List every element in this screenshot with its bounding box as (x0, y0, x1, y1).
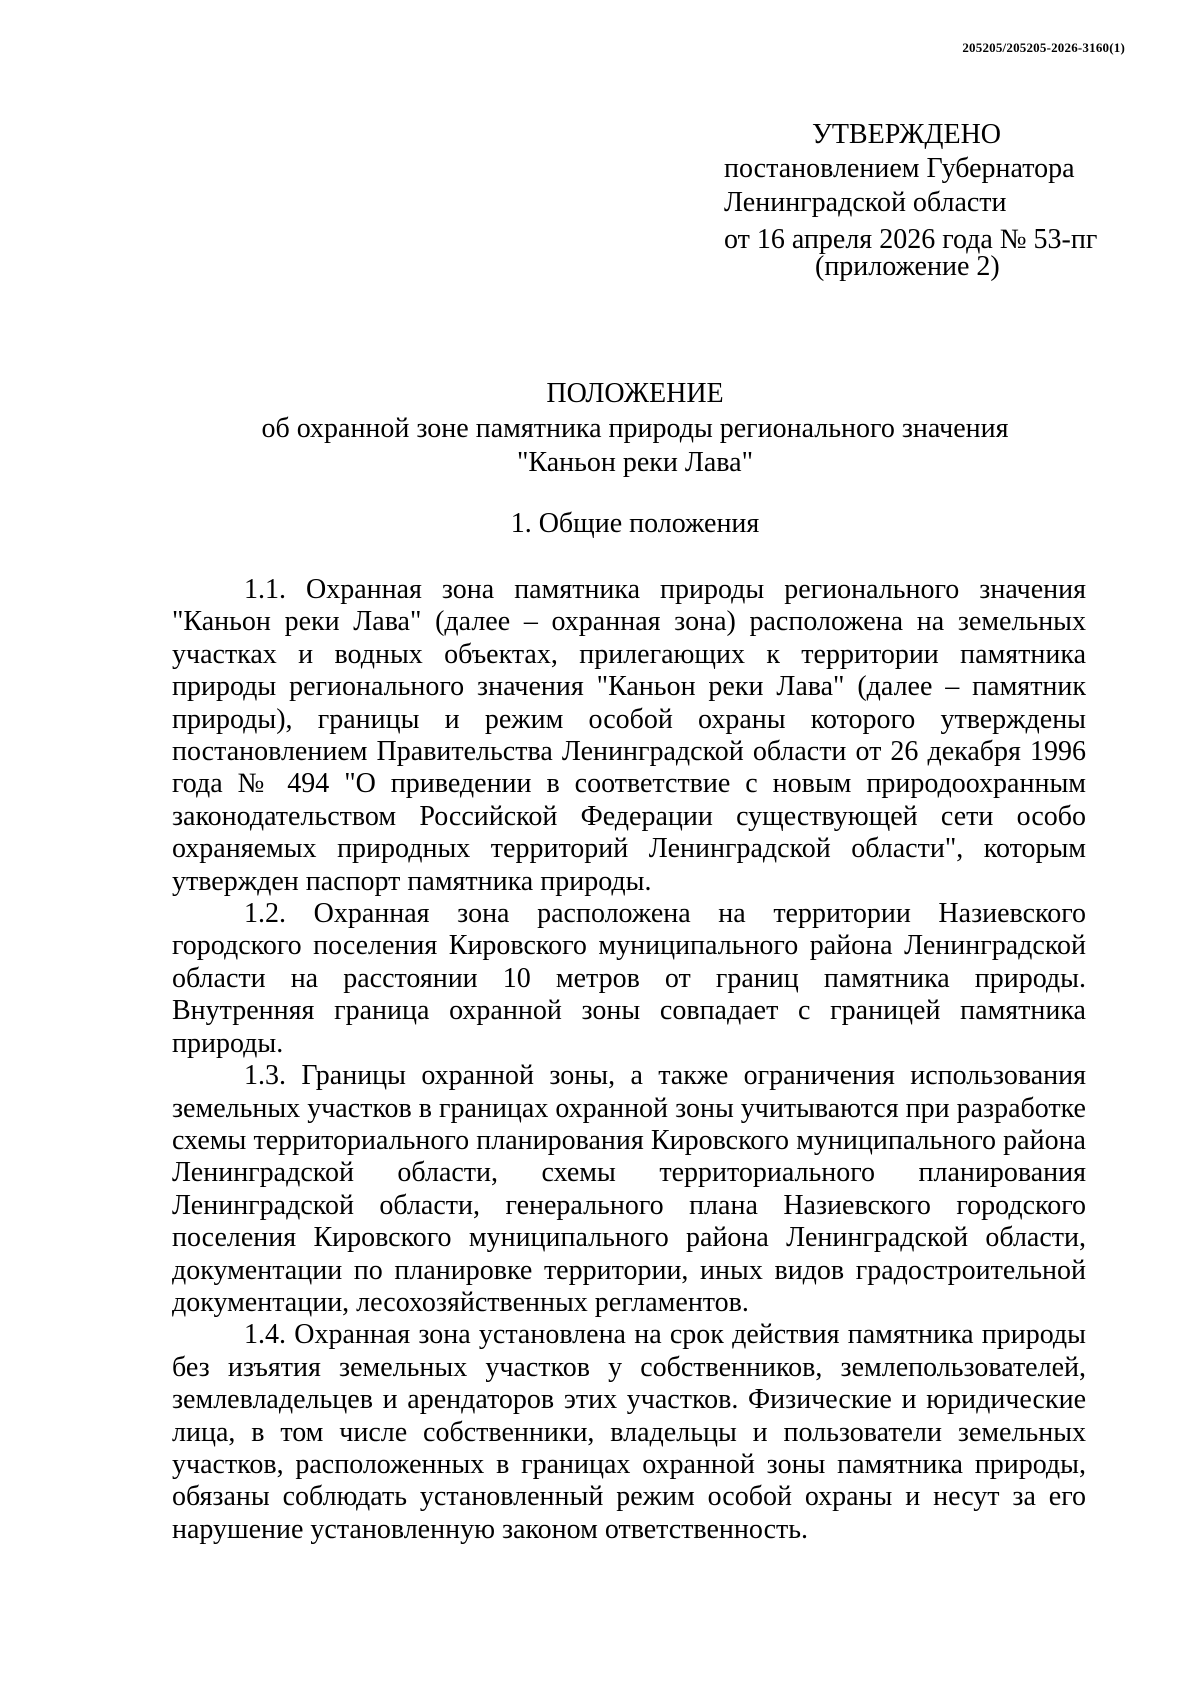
document-subject-line: об охранной зоне памятника природы регионального значения (261, 413, 1009, 444)
approval-decree-line: постановлением Губернатора (724, 153, 1075, 184)
paragraph-1-4: 1.4. Охранная зона установлена на срок действия памятника природы без изъятия земельных участков у собственников, землепользователей, землевладельцев и арендаторов этих участков. Физические и юридические лица, в том числе собственники, владельцы и пользователи земельных участков, расположенных в границах охранной зоны памятника природы, обязаны соблюдать установленный режим особой охраны и несут за его нарушение установленную законом ответственность. (172, 1319, 1086, 1545)
document-registration-number: 205205/205205-2026-3160(1) (962, 40, 1125, 55)
paragraph-1-1: 1.1. Охранная зона памятника природы регионального значения "Каньон реки Лава" (далее – охранная зона) расположена на земельных участках и водных объектах, прилегающих к территории памятника природы регионального значения "Каньон реки Лава" (далее – памятник природы), границы и режим особой охраны которого утверждены постановлением Правительства Ленинградской области от 26 декабря 1996 года № 494 "О приведении в соответствие с новым природоохранным законодательством Российской Федерации существующей сети особо охраняемых природных территорий Ленинградской области", которым утвержден паспорт памятника природы. (172, 574, 1086, 897)
approval-annex-line: (приложение 2) (815, 251, 1000, 282)
document-object-name: "Каньон реки Лава" (516, 447, 754, 478)
paragraph-1-2: 1.2. Охранная зона расположена на территории Назиевского городского поселения Кировского муниципального района Ленинградской области на расстоянии 10 метров от границ памятника природы. Внутренняя граница охранной зоны совпадает с границей памятника природы. (172, 898, 1086, 1059)
approval-region-line: Ленинградской области (724, 187, 1007, 218)
approved-label: УТВЕРЖДЕНО (812, 119, 1002, 150)
document-title-block (150, 376, 1120, 480)
section-heading: 1. Общие положения (510, 508, 760, 539)
section-body (172, 574, 1086, 1546)
approval-stamp-block (724, 118, 1144, 280)
paragraph-1-3: 1.3. Границы охранной зоны, а также ограничения использования земельных участков в границах охранной зоны учитываются при разработке схемы территориального планирования Кировского муниципального района Ленинградской области, схемы территориального планирования Ленинградской области, генерального плана Назиевского городского поселения Кировского муниципального района Ленинградской области, документации по планировке территории, иных видов градостроительной документации, лесохозяйственных регламентов. (172, 1060, 1086, 1318)
approval-date-line: от 16 апреля 2026 года № 53-пг (724, 224, 1098, 255)
document-type-title: ПОЛОЖЕНИЕ (546, 378, 724, 409)
